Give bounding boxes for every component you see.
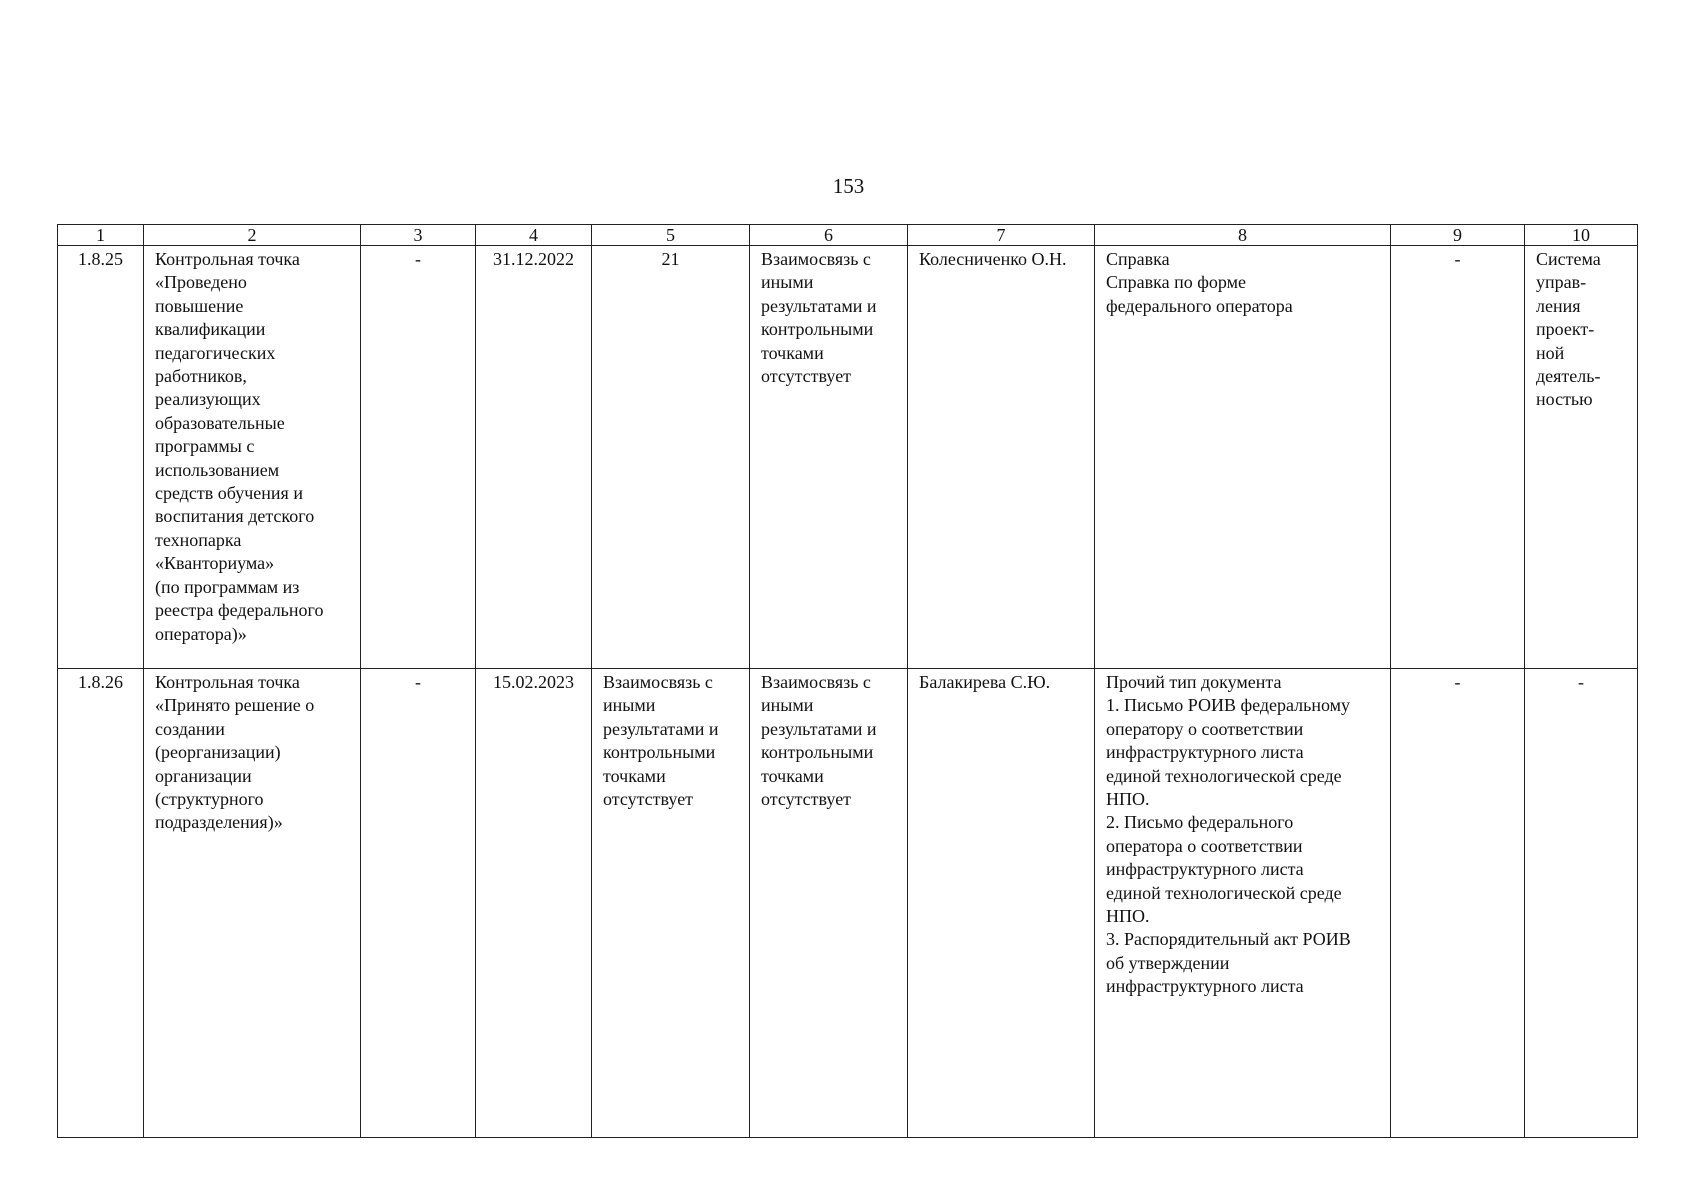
cell-text-line: Прочий тип документа — [1106, 672, 1282, 692]
column-3-value: - — [361, 246, 476, 669]
cell-text-line: Справка по форме — [1106, 272, 1246, 293]
cell-text-line: контрольными — [761, 742, 874, 763]
cell-text-line: отсутствует — [603, 789, 694, 810]
column-9-value: - — [1391, 669, 1525, 1138]
cell-text-line: единой технологической среде — [1106, 882, 1342, 903]
row-number: 1.8.26 — [58, 669, 144, 1138]
column-6-value — [750, 669, 908, 1138]
responsible-person: Балакирева С.Ю. — [908, 669, 1095, 1138]
cell-text-line: воспитания детского — [155, 506, 315, 527]
cell-text-line: проект- — [1536, 319, 1595, 340]
table-row — [58, 246, 1638, 669]
cell-text-line: создании — [155, 718, 225, 739]
cell-text-line: Взаимосвязь с — [761, 249, 871, 269]
cell-text-line: отсутствует — [761, 366, 852, 387]
cell-text-line: (структурного — [155, 789, 264, 810]
cell-text-line: ной — [1536, 342, 1565, 363]
cell-text-line: программы с — [155, 436, 255, 457]
cell-text-line: средств обучения и — [155, 483, 303, 504]
cell-text-line: подразделения)» — [155, 812, 283, 833]
column-9-value: - — [1391, 246, 1525, 669]
cell-text-line: «Проведено — [155, 272, 247, 293]
cell-text-line: (реорганизации) — [155, 742, 281, 763]
cell-text-line: результатами и — [761, 718, 877, 739]
row-number: 1.8.25 — [58, 246, 144, 669]
cell-text-line: единой технологической среде — [1106, 765, 1342, 786]
cell-text-line: контрольными — [761, 319, 874, 340]
due-date: 15.02.2023 — [476, 669, 592, 1138]
cell-text-line: Взаимосвязь с — [761, 672, 871, 692]
table-row — [58, 669, 1638, 1138]
document-type — [1095, 669, 1391, 1138]
cell-text-line: НПО. — [1106, 789, 1150, 810]
column-number: 10 — [1525, 225, 1638, 246]
cell-text-line: 3. Распорядительный акт РОИВ — [1106, 929, 1351, 950]
column-10-value — [1525, 669, 1638, 1138]
cell-text-line: (по программам из — [155, 576, 300, 597]
cell-text-line: оператора о соответствии — [1106, 835, 1303, 856]
column-10-value — [1525, 246, 1638, 669]
column-5-value — [592, 246, 750, 669]
cell-text-line: инфраструктурного листа — [1106, 742, 1304, 763]
page-number: 153 — [832, 174, 865, 198]
cell-text-line: «Кванториума» — [155, 553, 275, 574]
column-number: 2 — [144, 225, 361, 246]
column-number: 8 — [1095, 225, 1391, 246]
cell-text-line: «Принято решение о — [155, 695, 315, 716]
cell-text-line: Контрольная точка — [155, 672, 300, 692]
control-point-name — [144, 246, 361, 669]
cell-text-line: федерального оператора — [1106, 295, 1293, 316]
cell-text-line: Система — [1536, 249, 1601, 269]
cell-text-line: точками — [761, 342, 824, 363]
cell-text-line: педагогических — [155, 342, 276, 363]
cell-text-line: использованием — [155, 459, 280, 480]
cell-text-line: управ- — [1536, 272, 1587, 293]
column-3-value: - — [361, 669, 476, 1138]
cell-text-line: инфраструктурного листа — [1106, 976, 1304, 997]
cell-text-line: оператора)» — [155, 623, 247, 644]
cell-text-line: НПО. — [1106, 906, 1150, 927]
cell-text-line: образовательные — [155, 412, 285, 433]
cell-text-line: иными — [603, 695, 656, 716]
column-number: 9 — [1391, 225, 1525, 246]
cell-text-line: точками — [761, 765, 824, 786]
cell-text-line: отсутствует — [761, 789, 852, 810]
column-number: 4 — [476, 225, 592, 246]
cell-text-line: ления — [1536, 295, 1581, 316]
cell-text-line: 21 — [661, 249, 680, 269]
cell-text-line: об утверждении — [1106, 952, 1230, 973]
cell-text-line: организации — [155, 765, 252, 786]
cell-text-line: иными — [761, 272, 814, 293]
control-point-name — [144, 669, 361, 1138]
document-type — [1095, 246, 1391, 669]
cell-text-line: квалификации — [155, 319, 266, 340]
cell-text-line: 1. Письмо РОИВ федеральному — [1106, 695, 1351, 716]
cell-text-line: инфраструктурного листа — [1106, 859, 1304, 880]
cell-text-line: повышение — [155, 295, 244, 316]
cell-text-line: результатами и — [761, 295, 877, 316]
cell-text-line: технопарка — [155, 529, 242, 550]
column-number: 6 — [750, 225, 908, 246]
cell-text-line: деятель- — [1536, 366, 1601, 387]
cell-text-line: Справка — [1106, 249, 1170, 269]
column-number: 3 — [361, 225, 476, 246]
column-number: 1 — [58, 225, 144, 246]
column-6-value — [750, 246, 908, 669]
cell-text-line: иными — [761, 695, 814, 716]
cell-text-line: 2. Письмо федерального — [1106, 812, 1294, 833]
column-number: 5 — [592, 225, 750, 246]
cell-text-line: работников, — [155, 366, 247, 387]
cell-text-line: - — [1578, 672, 1584, 692]
cell-text-line: оператору о соответствии — [1106, 718, 1304, 739]
cell-text-line: реестра федерального — [155, 600, 324, 621]
column-numbers-row — [58, 225, 1638, 246]
control-points-table — [57, 224, 1638, 1138]
column-5-value — [592, 669, 750, 1138]
cell-text-line: ностью — [1536, 389, 1593, 410]
cell-text-line: Взаимосвязь с — [603, 672, 713, 692]
column-number: 7 — [908, 225, 1095, 246]
cell-text-line: точками — [603, 765, 666, 786]
cell-text-line: результатами и — [603, 718, 719, 739]
due-date: 31.12.2022 — [476, 246, 592, 669]
responsible-person: Колесниченко О.Н. — [908, 246, 1095, 669]
cell-text-line: реализующих — [155, 389, 261, 410]
cell-text-line: контрольными — [603, 742, 716, 763]
cell-text-line: Контрольная точка — [155, 249, 300, 269]
